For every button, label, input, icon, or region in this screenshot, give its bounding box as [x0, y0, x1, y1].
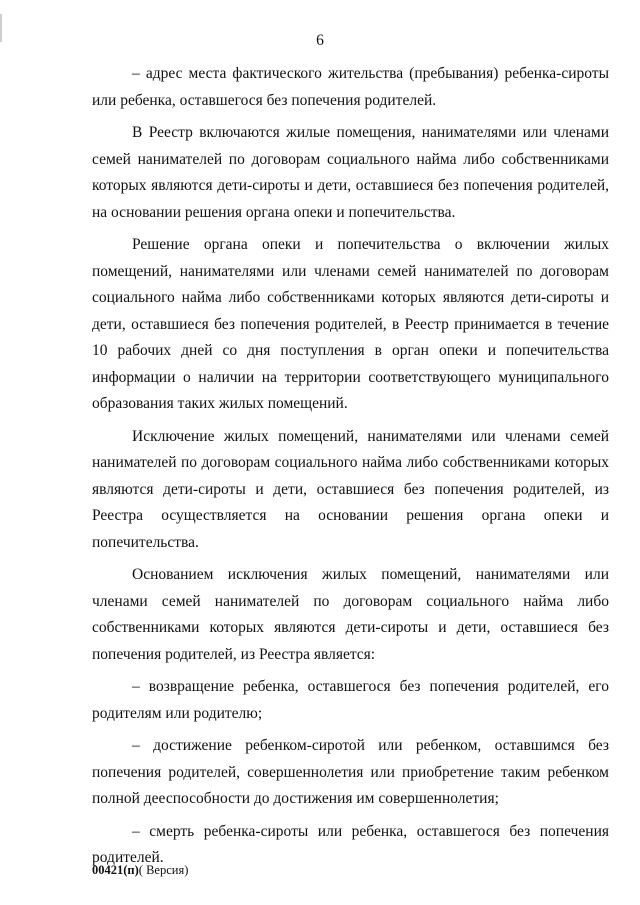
list-item-return-to-parents: – возвращение ребенка, оставшегося без попечения родителей, его родителям или родителю;: [92, 678, 609, 722]
paragraph-inclusion-decision: Решение органа опеки и попечительства о включении жилых помещений, нанимателями или членами семей нанимателей по договорам социального найма либо собственниками которых являются дети-сироты и дети, оставшиеся без попечения родителей, в Реестр принимается в течение 10 рабочих дней со дня поступления в орган опеки и попечительства информации о наличии на территории соответствующего муниципального образования таких жилых помещений.: [92, 236, 609, 412]
list-item-majority: – достижение ребенком-сиротой или ребенком, оставшимся без попечения родителей, совершеннолетия или приобретение таким ребенком полной дееспособности до достижения им совершеннолетия;: [92, 737, 609, 807]
document-body: [92, 61, 609, 878]
paragraph-address: – адрес места фактического жительства (пребывания) ребенка-сироты или ребенка, оставшегося без попечения родителей.: [92, 65, 609, 109]
page-number: 6: [316, 32, 324, 49]
document-version: ( Версия): [138, 863, 189, 877]
document-code: 00421(п): [92, 863, 139, 877]
paragraph-exclusion: Исключение жилых помещений, нанимателями или членами семей нанимателей по договорам социального найма либо собственниками которых являются дети-сироты и дети, оставшиеся без попечения родителей, из Реестра осуществляется на основании решения органа опеки и попечительства.: [92, 427, 609, 551]
document-footer: [92, 862, 188, 878]
paragraph-exclusion-grounds: Основанием исключения жилых помещений, нанимателями или членами семей нанимателей по договорам социального найма либо собственниками которых являются дети-сироты и дети, оставшиеся без попечения родителей, из Реестра является:: [92, 566, 609, 663]
paragraph-registry-inclusion: В Реестр включаются жилые помещения, нанимателями или членами семей нанимателей по договорам социального найма либо собственниками которых являются дети-сироты и дети, оставшиеся без попечения родителей, на основании решения органа опеки и попечительства.: [92, 124, 609, 221]
list-item-death: – смерть ребенка-сироты или ребенка, оставшегося без попечения родителей.: [92, 822, 609, 866]
